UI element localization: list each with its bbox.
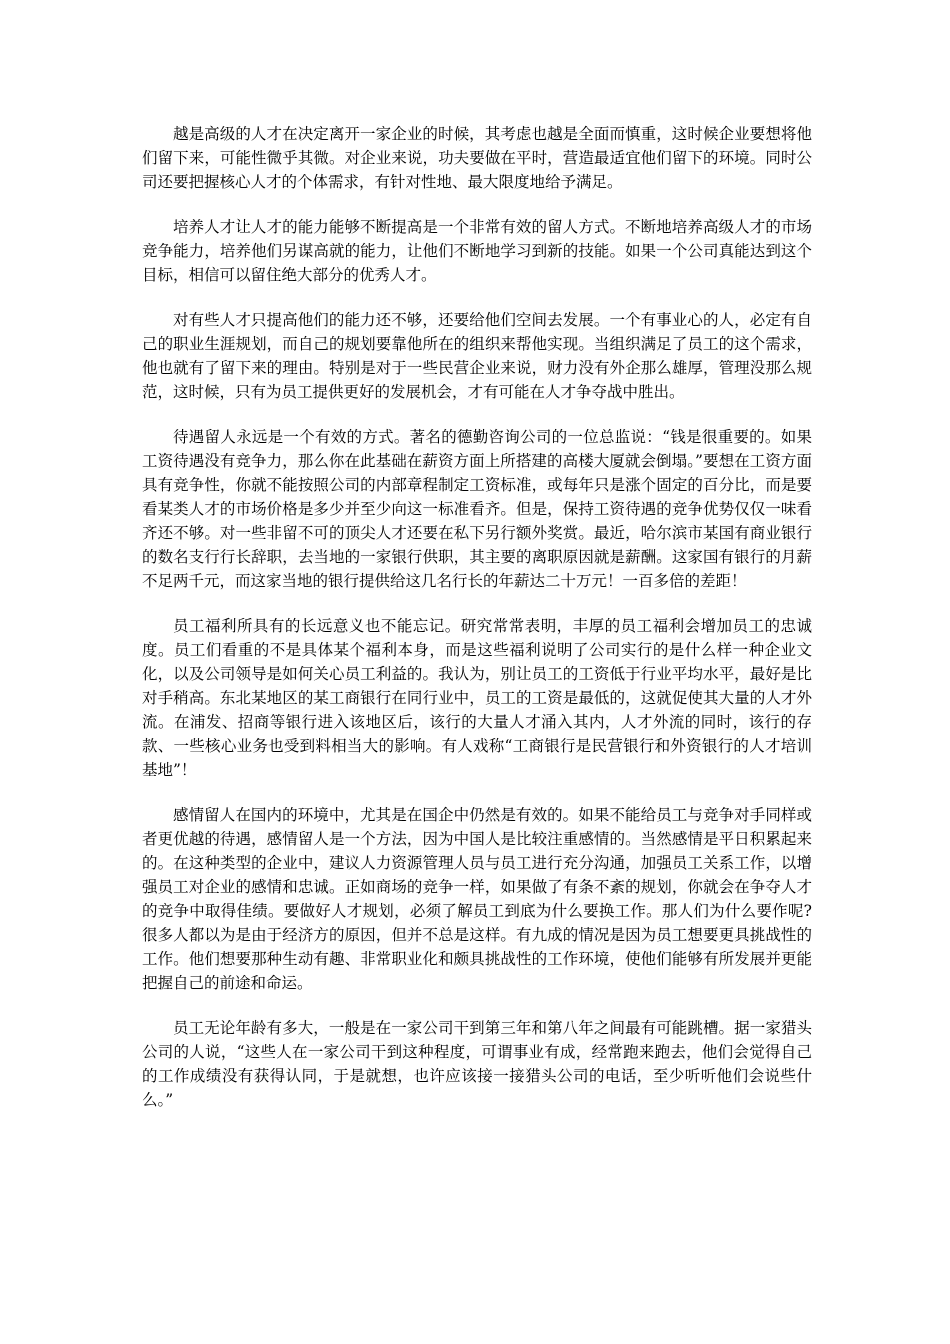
paragraph-employee-benefits: 员工福利所具有的长远意义也不能忘记。研究常常表明，丰厚的员工福利会增加员工的忠诚度。员工们看重的不是具体某个福利本身，而是这些福利说明了公司实行的是什么样一种企业文化，以及公司领导是如何关心员工利益的。我认为，别让员工的工资低于行业平均水平，最好是比对手稍高。东北某地区的某工商银行在同行业中，员工的工资是最低的，这就促使其大量的人才外流。在浦发、招商等银行进入该地区后，该行的大量人才涌入其内，人才外流的同时，该行的存款、一些核心业务也受到料相当大的影响。有人戏称“工商银行是民营银行和外资银行的人才培训基地”！: [142, 617, 812, 779]
paragraph-talent-training: 培养人才让人才的能力能够不断提高是一个非常有效的留人方式。不断地培养高级人才的市场竞争能力，培养他们另谋高就的能力，让他们不断地学习到新的技能。如果一个公司真能达到这个目标，相信可以留住绝大部分的优秀人才。: [142, 218, 812, 284]
paragraph-emotional-retention: 感情留人在国内的环境中，尤其是在国企中仍然是有效的。如果不能给员工与竞争对手同样或者更优越的待遇，感情留人是一个方法，因为中国人是比较注重感情的。当然感情是平日积累起来的。在这种类型的企业中，建议人力资源管理人员与员工进行充分沟通，加强员工关系工作，以增强员工对企业的感情和忠诚。正如商场的竞争一样，如果做了有条不紊的规划，你就会在争夺人才的竞争中取得佳绩。要做好人才规划，必须了解员工到底为什么要换工作。那人们为什么要作呢?很多人都以为是由于经济方的原因，但并不总是这样。有九成的情况是因为员工想要更具挑战性的工作。他们想要那种生动有趣、非常职业化和颇具挑战性的工作环境，使他们能够有所发展并更能把握自己的前途和命运。: [142, 806, 812, 992]
document-body: [142, 122, 812, 1133]
paragraph-talent-retention-timing: 越是高级的人才在决定离开一家企业的时候，其考虑也越是全面而慎重，这时候企业要想将他们留下来，可能性微乎其微。对企业来说，功夫要做在平时，营造最适宜他们留下的环境。同时公司还要把握核心人才的个体需求，有针对性地、最大限度地给予满足。: [142, 125, 812, 191]
paragraph-career-development: 对有些人才只提高他们的能力还不够，还要给他们空间去发展。一个有事业心的人，必定有自己的职业生涯规划，而自己的规划要靠他所在的组织来帮他实现。当组织满足了员工的这个需求，他也就有了留下来的理由。特别是对于一些民营企业来说，财力没有外企那么雄厚，管理没那么规范，这时候，只有为员工提供更好的发展机会，才有可能在人才争夺战中胜出。: [142, 311, 812, 401]
paragraph-salary-retention: 待遇留人永远是一个有效的方式。著名的德勤咨询公司的一位总监说：“钱是很重要的。如果工资待遇没有竞争力，那么你在此基础在薪资方面上所搭建的高楼大厦就会倒塌。”要想在工资方面具有竞争性，你就不能按照公司的内部章程制定工资标准，或每年只是涨个固定的百分比，而是要看某类人才的市场价格是多少并至少向这一标准看齐。但是，保持工资待遇的竞争优势仅仅一味看齐还不够。对一些非留不可的顶尖人才还要在私下另行额外奖赏。最近，哈尔滨市某国有商业银行的数名支行行长辞职，去当地的一家银行供职，其主要的离职原因就是薪酬。这家国有银行的月薪不足两千元，而这家当地的银行提供给这几名行长的年薪达二十万元！一百多倍的差距！: [142, 428, 812, 590]
paragraph-job-hopping-timing: 员工无论年龄有多大，一般是在一家公司干到第三年和第八年之间最有可能跳槽。据一家猎头公司的人说，“这些人在一家公司干到这种程度，可谓事业有成，经常跑来跑去，他们会觉得自己的工作成绩没有获得认同，于是就想，也许应该接一接猎头公司的电话，至少听听他们会说些什么。”: [142, 1019, 812, 1109]
